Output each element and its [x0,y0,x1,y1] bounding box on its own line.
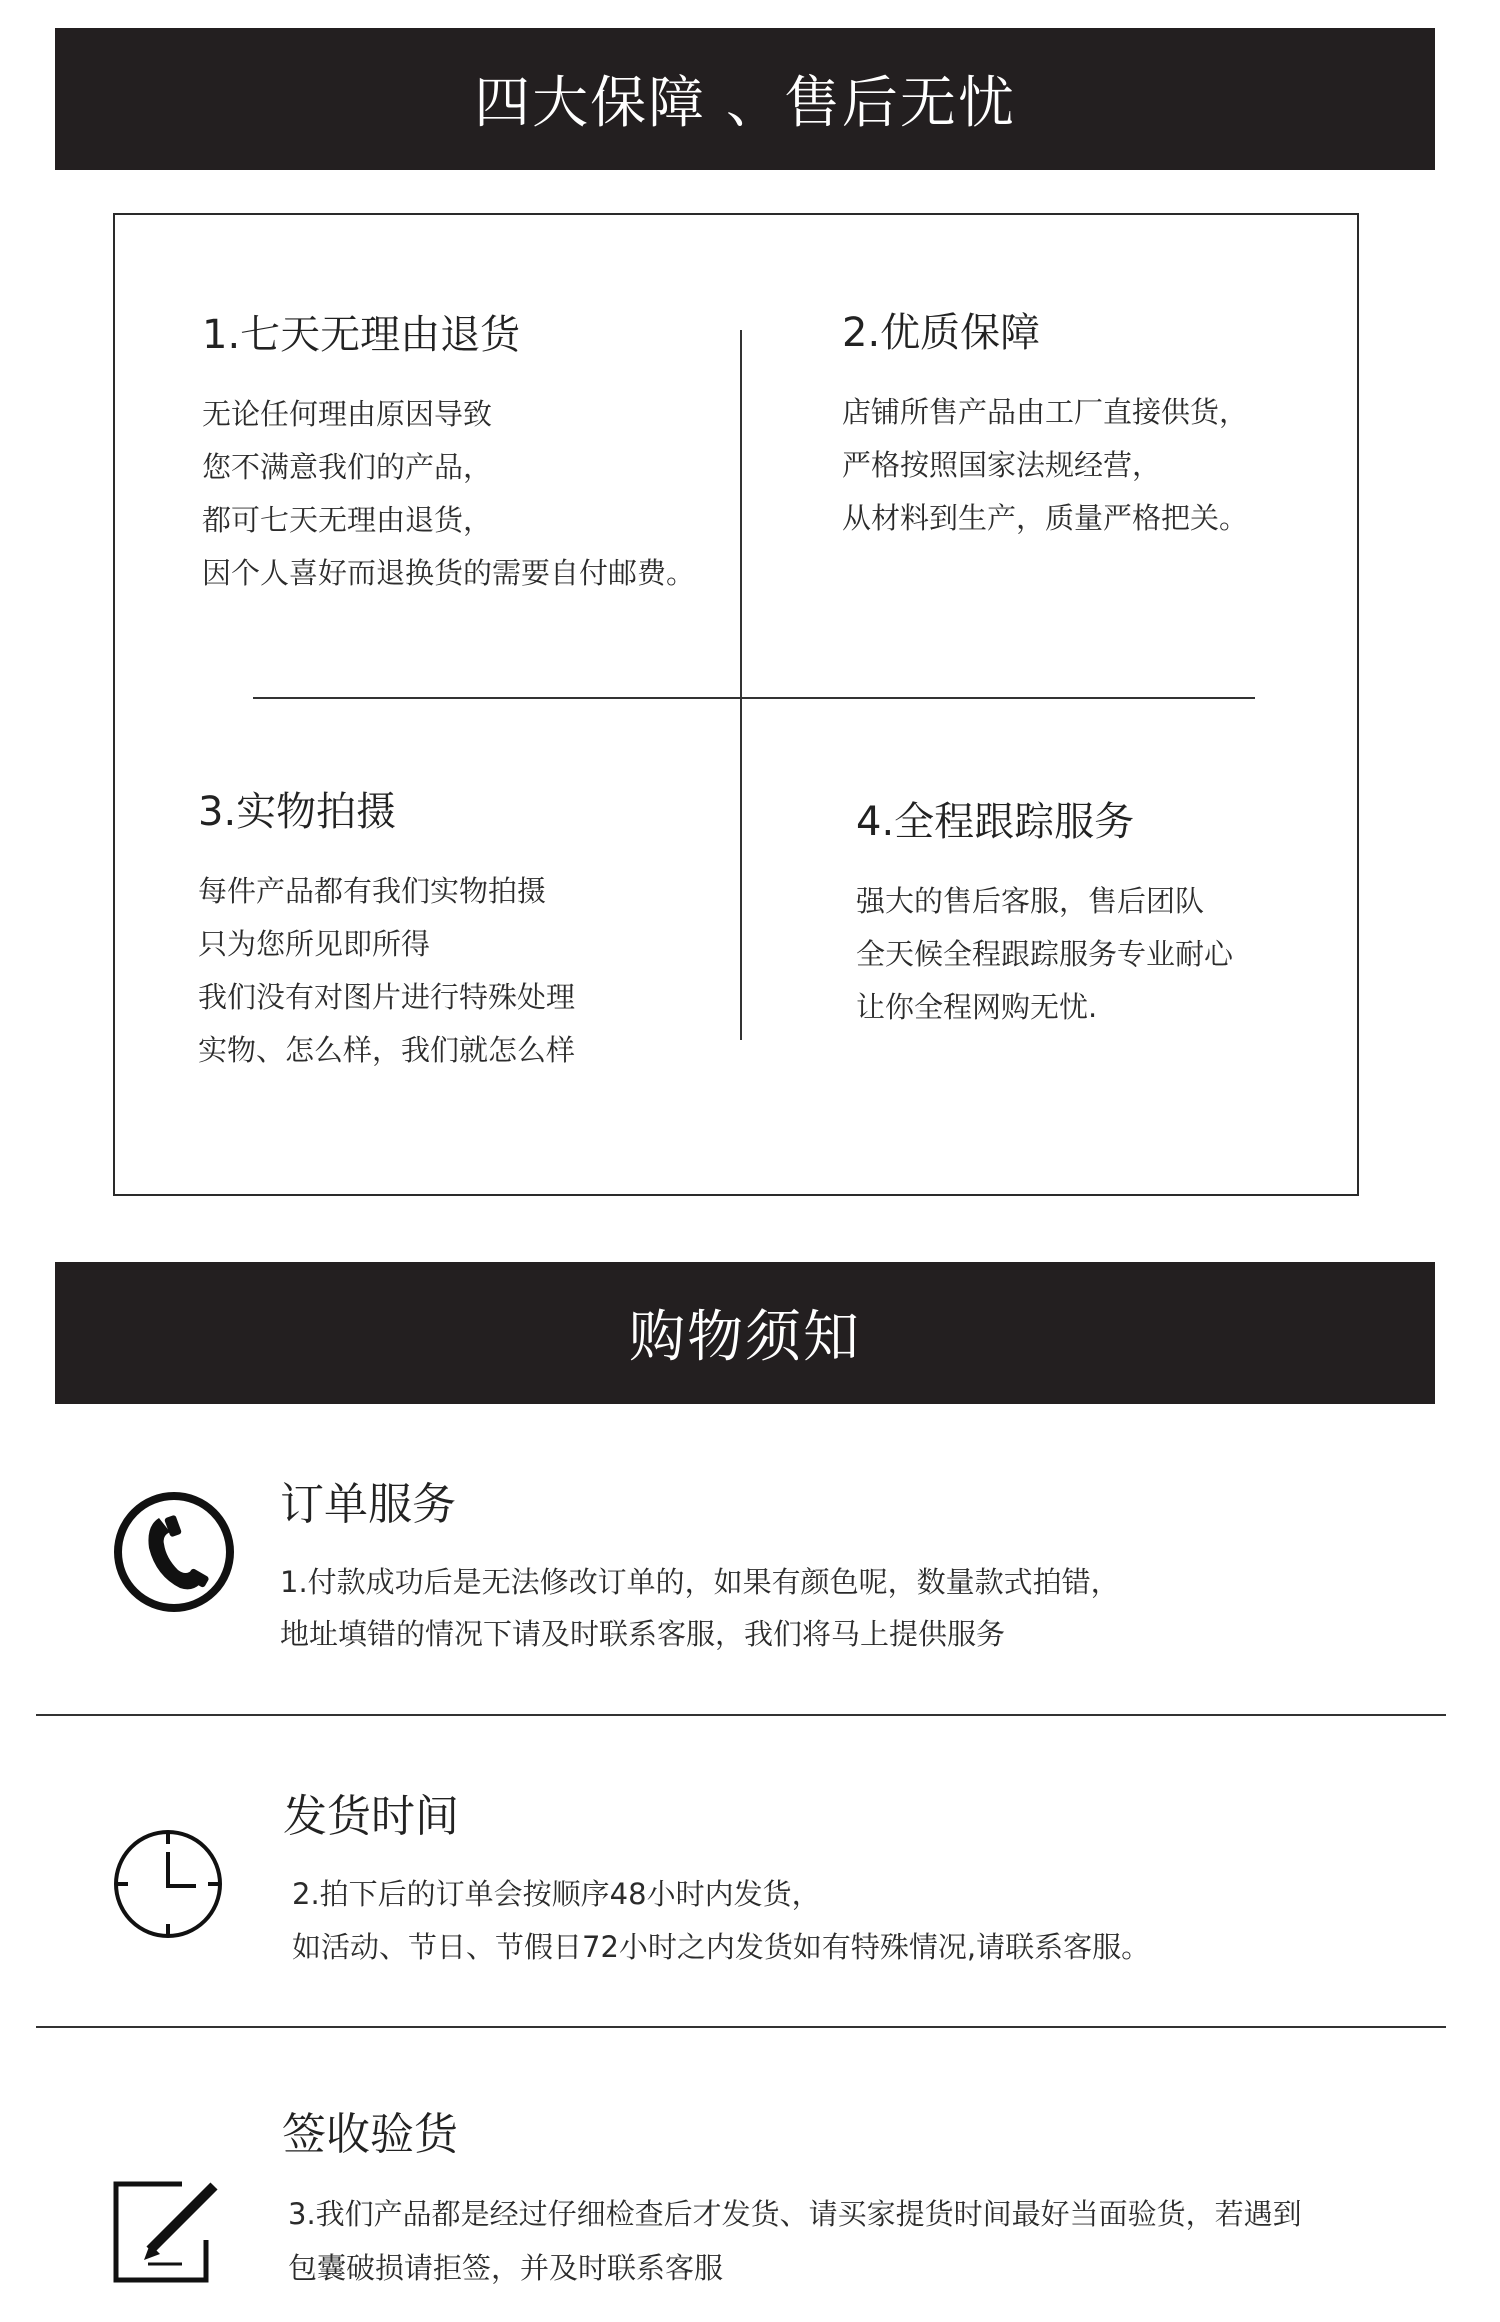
shopping-notice-banner [55,1262,1435,1404]
guarantees-banner-title: 四大保障 、售后无忧 [474,71,1016,136]
guarantees-banner [55,28,1435,170]
section-divider [36,2026,1446,2028]
section-title: 发货时间 [283,1791,459,1842]
section-text-line: 1.付款成功后是无法修改订单的，如果有颜色呢，数量款式拍错， [280,1565,1120,1599]
guarantee-title: 3.实物拍摄 [198,789,397,835]
guarantee-text-line: 让你全程网购无忧. [856,990,1098,1024]
shipping-time-section [0,1770,1500,2010]
section-text-line: 地址填错的情况下请及时联系客服，我们将马上提供服务 [280,1617,1006,1651]
guarantee-text-line: 每件产品都有我们实物拍摄 [198,874,547,908]
guarantee-title: 1.七天无理由退货 [202,312,521,358]
guarantee-text-line: 从材料到生产，质量严格把关。 [842,501,1249,535]
phone-icon [112,1490,236,1618]
guarantee-text-line: 我们没有对图片进行特殊处理 [198,980,576,1014]
guarantee-title: 4.全程跟踪服务 [856,799,1135,845]
shopping-notice-title: 购物须知 [629,1305,861,1370]
guarantee-text-line: 实物、怎么样，我们就怎么样 [198,1033,576,1067]
guarantee-text-line: 店铺所售产品由工厂直接供货， [842,395,1249,429]
section-title: 订单服务 [280,1479,456,1530]
section-text-line: 包囊破损请拒签，并及时联系客服 [288,2251,724,2285]
order-service-section [0,1460,1500,1700]
section-text-line: 2.拍下后的订单会按顺序48小时内发货， [292,1877,821,1911]
sign-icon [112,2170,228,2290]
horizontal-divider [253,697,1255,699]
clock-icon [110,1826,226,1946]
section-text-line: 如活动、节日、节假日72小时之内发货如有特殊情况,请联系客服。 [292,1930,1151,1964]
guarantee-text-line: 都可七天无理由退货， [202,503,493,537]
section-text-line: 3.我们产品都是经过仔细检查后才发货、请买家提货时间最好当面验货，若遇到 [288,2197,1302,2231]
section-title: 签收验货 [282,2109,458,2160]
guarantee-text-line: 因个人喜好而退换货的需要自付邮费。 [202,556,696,590]
guarantee-text-line: 全天候全程跟踪服务专业耐心 [856,937,1234,971]
inspection-section [0,2090,1500,2322]
guarantees-panel [113,213,1359,1196]
guarantee-real-photos [198,780,575,1077]
guarantee-text-line: 强大的售后客服，售后团队 [856,884,1205,918]
guarantee-seven-day-return [202,303,695,600]
guarantee-title: 2.优质保障 [842,310,1041,356]
guarantee-quality [842,301,1248,545]
guarantee-text-line: 只为您所见即所得 [198,927,431,961]
guarantee-text-line: 无论任何理由原因导致 [202,397,493,431]
guarantee-text-line: 您不满意我们的产品， [202,450,493,484]
guarantee-text-line: 严格按照国家法规经营， [842,448,1162,482]
section-divider [36,1714,1446,1716]
guarantee-full-tracking [856,790,1233,1034]
vertical-divider [740,330,742,1040]
